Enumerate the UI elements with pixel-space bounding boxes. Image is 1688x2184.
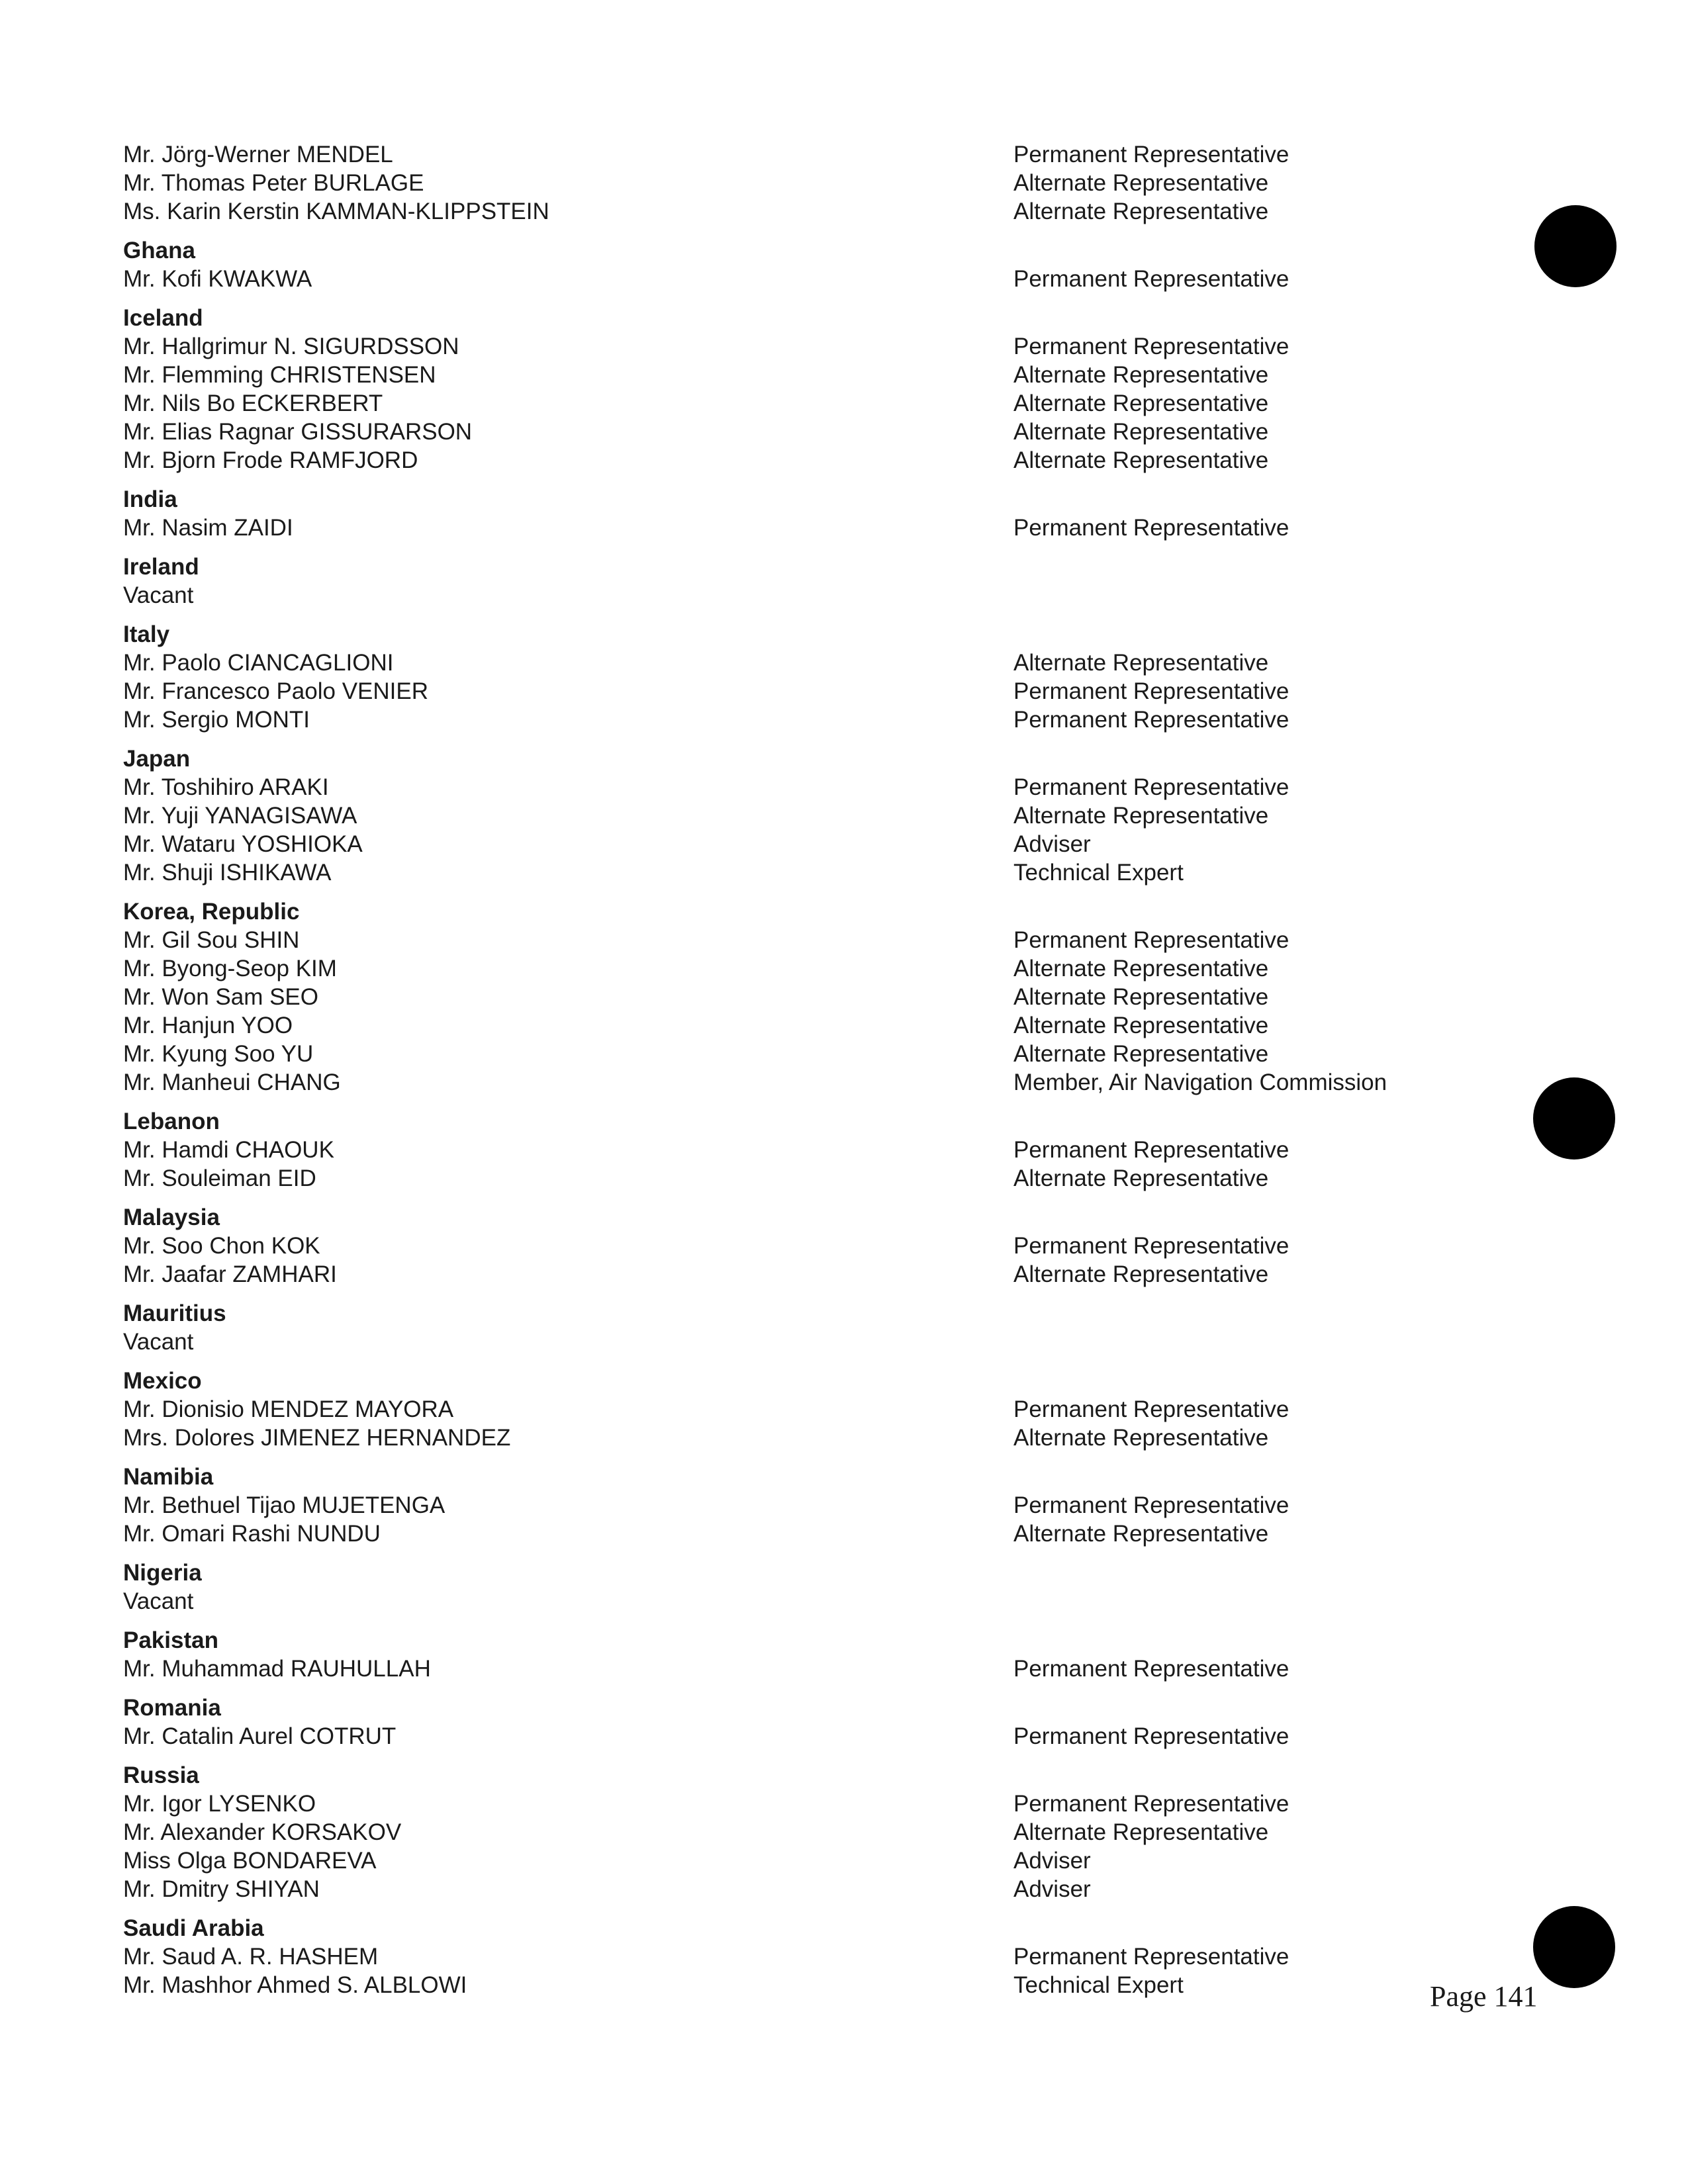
country-group — [123, 1559, 1447, 1615]
delegate-role: Permanent Representative — [1013, 1944, 1289, 1970]
delegate-name: Mr. Soo Chon KOK — [123, 1233, 320, 1259]
delegate-name: Ms. Karin Kerstin KAMMAN-KLIPPSTEIN — [123, 199, 549, 224]
delegate-role: Permanent Representative — [1013, 1791, 1289, 1817]
delegate-name: Miss Olga BONDAREVA — [123, 1848, 377, 1874]
delegate-row — [123, 1520, 1447, 1548]
delegate-name: Mr. Souleiman EID — [123, 1165, 316, 1191]
country-heading: Italy — [123, 621, 170, 647]
punch-hole-mark — [1533, 1077, 1615, 1160]
delegate-name: Mr. Jörg-Werner MENDEL — [123, 142, 393, 167]
delegate-row — [123, 418, 1447, 446]
delegate-row — [123, 265, 1447, 293]
delegate-role: Alternate Representative — [1013, 1425, 1269, 1451]
delegate-name: Mr. Igor LYSENKO — [123, 1791, 316, 1817]
delegate-row — [123, 1818, 1447, 1846]
punch-hole-mark — [1534, 205, 1617, 287]
delegate-row — [123, 1846, 1447, 1875]
delegate-row — [123, 1328, 1447, 1356]
delegate-name: Mr. Catalin Aurel COTRUT — [123, 1723, 397, 1749]
country-heading: Pakistan — [123, 1627, 218, 1653]
delegate-row — [123, 1260, 1447, 1289]
delegate-name: Mr. Alexander KORSAKOV — [123, 1819, 402, 1845]
country-group — [123, 1463, 1447, 1548]
delegate-name: Vacant — [123, 1329, 194, 1355]
delegate-row — [123, 140, 1447, 169]
delegate-role: Permanent Representative — [1013, 266, 1289, 292]
delegate-row — [123, 954, 1447, 983]
country-group — [123, 1107, 1447, 1193]
country-heading: Romania — [123, 1695, 221, 1721]
delegate-row — [123, 514, 1447, 542]
delegate-role: Permanent Representative — [1013, 1137, 1289, 1163]
delegate-row — [123, 1068, 1447, 1097]
delegate-row — [123, 1232, 1447, 1260]
delegate-row — [123, 361, 1447, 389]
delegate-name: Mr. Bjorn Frode RAMFJORD — [123, 447, 418, 473]
delegate-row — [123, 1722, 1447, 1751]
delegate-name: Mr. Toshihiro ARAKI — [123, 774, 329, 800]
delegate-name: Mr. Thomas Peter BURLAGE — [123, 170, 424, 196]
delegate-row — [123, 983, 1447, 1011]
delegate-role: Permanent Representative — [1013, 515, 1289, 541]
delegate-role: Adviser — [1013, 1876, 1091, 1902]
delegate-row — [123, 858, 1447, 887]
delegate-name: Mr. Manheui CHANG — [123, 1069, 341, 1095]
country-group — [123, 236, 1447, 293]
delegate-role: Alternate Representative — [1013, 1261, 1269, 1287]
delegate-row — [123, 169, 1447, 197]
delegate-row — [123, 1491, 1447, 1520]
delegate-name: Mr. Nasim ZAIDI — [123, 515, 293, 541]
delegate-role: Permanent Representative — [1013, 1492, 1289, 1518]
delegate-row — [123, 197, 1447, 226]
country-group — [123, 745, 1447, 887]
delegate-role: Permanent Representative — [1013, 1233, 1289, 1259]
country-heading: Korea, Republic — [123, 899, 300, 925]
delegate-row — [123, 1136, 1447, 1164]
delegate-name: Mr. Hamdi CHAOUK — [123, 1137, 334, 1163]
delegate-name: Vacant — [123, 582, 194, 608]
delegate-name: Mr. Dionisio MENDEZ MAYORA — [123, 1396, 454, 1422]
country-heading: Saudi Arabia — [123, 1915, 264, 1941]
delegate-name: Mr. Yuji YANAGISAWA — [123, 803, 357, 829]
page-number: Page 141 — [1430, 1980, 1538, 2013]
delegate-name: Mr. Jaafar ZAMHARI — [123, 1261, 337, 1287]
delegate-row — [123, 1942, 1447, 1971]
delegate-row — [123, 1424, 1447, 1452]
delegate-name: Mr. Elias Ragnar GISSURARSON — [123, 419, 473, 445]
delegate-row — [123, 830, 1447, 858]
country-group — [123, 1367, 1447, 1452]
country-group — [123, 485, 1447, 542]
delegate-role: Alternate Representative — [1013, 1041, 1269, 1067]
delegate-name: Mr. Dmitry SHIYAN — [123, 1876, 320, 1902]
delegate-role: Alternate Representative — [1013, 1521, 1269, 1547]
delegate-name: Mr. Flemming CHRISTENSEN — [123, 362, 436, 388]
delegate-role: Technical Expert — [1013, 860, 1184, 886]
delegate-row — [123, 581, 1447, 610]
delegate-name: Mr. Saud A. R. HASHEM — [123, 1944, 379, 1970]
delegate-name: Mr. Shuji ISHIKAWA — [123, 860, 332, 886]
country-heading: Malaysia — [123, 1205, 220, 1230]
country-heading: Iceland — [123, 305, 203, 331]
delegate-name: Vacant — [123, 1588, 194, 1614]
delegate-role: Alternate Representative — [1013, 170, 1269, 196]
delegate-row — [123, 1875, 1447, 1903]
country-heading: Mauritius — [123, 1300, 226, 1326]
delegate-role: Permanent Representative — [1013, 774, 1289, 800]
delegate-role: Adviser — [1013, 831, 1091, 857]
delegate-role: Member, Air Navigation Commission — [1013, 1069, 1387, 1095]
country-group — [123, 140, 1447, 226]
delegate-role: Alternate Representative — [1013, 650, 1269, 676]
delegate-role: Permanent Representative — [1013, 334, 1289, 359]
country-group — [123, 1761, 1447, 1903]
delegate-row — [123, 1011, 1447, 1040]
delegate-name: Mr. Hallgrimur N. SIGURDSSON — [123, 334, 459, 359]
delegate-row — [123, 389, 1447, 418]
delegate-role: Permanent Representative — [1013, 142, 1289, 167]
country-heading: Nigeria — [123, 1560, 202, 1586]
delegate-row — [123, 332, 1447, 361]
country-heading: India — [123, 486, 177, 512]
delegate-name: Mr. Gil Sou SHIN — [123, 927, 300, 953]
delegate-row — [123, 677, 1447, 705]
country-group — [123, 897, 1447, 1097]
country-group — [123, 1694, 1447, 1751]
country-group — [123, 620, 1447, 734]
delegate-role: Alternate Representative — [1013, 390, 1269, 416]
country-heading: Japan — [123, 746, 191, 772]
delegate-row — [123, 1040, 1447, 1068]
country-group — [123, 1203, 1447, 1289]
delegate-name: Mr. Kyung Soo YU — [123, 1041, 314, 1067]
delegate-row — [123, 446, 1447, 475]
delegate-row — [123, 705, 1447, 734]
delegate-name: Mr. Sergio MONTI — [123, 707, 310, 733]
country-heading: Russia — [123, 1762, 199, 1788]
delegate-role: Permanent Representative — [1013, 707, 1289, 733]
country-group — [123, 1626, 1447, 1683]
country-heading: Ireland — [123, 554, 199, 580]
delegate-name: Mr. Nils Bo ECKERBERT — [123, 390, 383, 416]
delegate-role: Alternate Representative — [1013, 803, 1269, 829]
delegate-role: Permanent Representative — [1013, 1723, 1289, 1749]
delegate-name: Mr. Byong-Seop KIM — [123, 956, 337, 981]
delegate-role: Alternate Representative — [1013, 1165, 1269, 1191]
delegate-role: Technical Expert — [1013, 1972, 1184, 1998]
delegate-role: Permanent Representative — [1013, 927, 1289, 953]
delegate-row — [123, 1587, 1447, 1615]
delegate-row — [123, 1395, 1447, 1424]
delegate-name: Mr. Bethuel Tijao MUJETENGA — [123, 1492, 445, 1518]
delegate-role: Alternate Representative — [1013, 1819, 1269, 1845]
delegate-name: Mr. Omari Rashi NUNDU — [123, 1521, 381, 1547]
delegate-name: Mr. Mashhor Ahmed S. ALBLOWI — [123, 1972, 467, 1998]
country-heading: Lebanon — [123, 1109, 220, 1134]
delegate-role: Alternate Representative — [1013, 984, 1269, 1010]
country-group — [123, 1914, 1447, 1999]
delegate-row — [123, 773, 1447, 801]
delegate-row — [123, 1164, 1447, 1193]
delegate-role: Adviser — [1013, 1848, 1091, 1874]
delegate-row — [123, 801, 1447, 830]
delegate-row — [123, 926, 1447, 954]
delegate-row — [123, 649, 1447, 677]
delegate-role: Alternate Representative — [1013, 447, 1269, 473]
country-group — [123, 1299, 1447, 1356]
delegate-name: Mr. Francesco Paolo VENIER — [123, 678, 428, 704]
delegate-name: Mr. Hanjun YOO — [123, 1013, 293, 1038]
country-group — [123, 553, 1447, 610]
delegate-row — [123, 1971, 1447, 1999]
country-heading: Namibia — [123, 1464, 214, 1490]
delegation-roster — [123, 140, 1447, 1999]
delegate-name: Mr. Paolo CIANCAGLIONI — [123, 650, 394, 676]
delegate-role: Alternate Representative — [1013, 1013, 1269, 1038]
punch-hole-mark — [1533, 1906, 1615, 1988]
delegate-role: Permanent Representative — [1013, 1396, 1289, 1422]
delegate-role: Alternate Representative — [1013, 419, 1269, 445]
delegate-name: Mr. Wataru YOSHIOKA — [123, 831, 363, 857]
delegate-row — [123, 1655, 1447, 1683]
delegate-role: Alternate Representative — [1013, 956, 1269, 981]
delegate-role: Alternate Representative — [1013, 199, 1269, 224]
delegate-name: Mr. Kofi KWAKWA — [123, 266, 312, 292]
country-group — [123, 304, 1447, 475]
delegate-name: Mrs. Dolores JIMENEZ HERNANDEZ — [123, 1425, 511, 1451]
delegate-name: Mr. Won Sam SEO — [123, 984, 318, 1010]
country-heading: Mexico — [123, 1368, 202, 1394]
country-heading: Ghana — [123, 238, 195, 263]
delegate-row — [123, 1790, 1447, 1818]
delegate-role: Alternate Representative — [1013, 362, 1269, 388]
delegate-role: Permanent Representative — [1013, 1656, 1289, 1682]
delegate-name: Mr. Muhammad RAUHULLAH — [123, 1656, 431, 1682]
delegate-role: Permanent Representative — [1013, 678, 1289, 704]
